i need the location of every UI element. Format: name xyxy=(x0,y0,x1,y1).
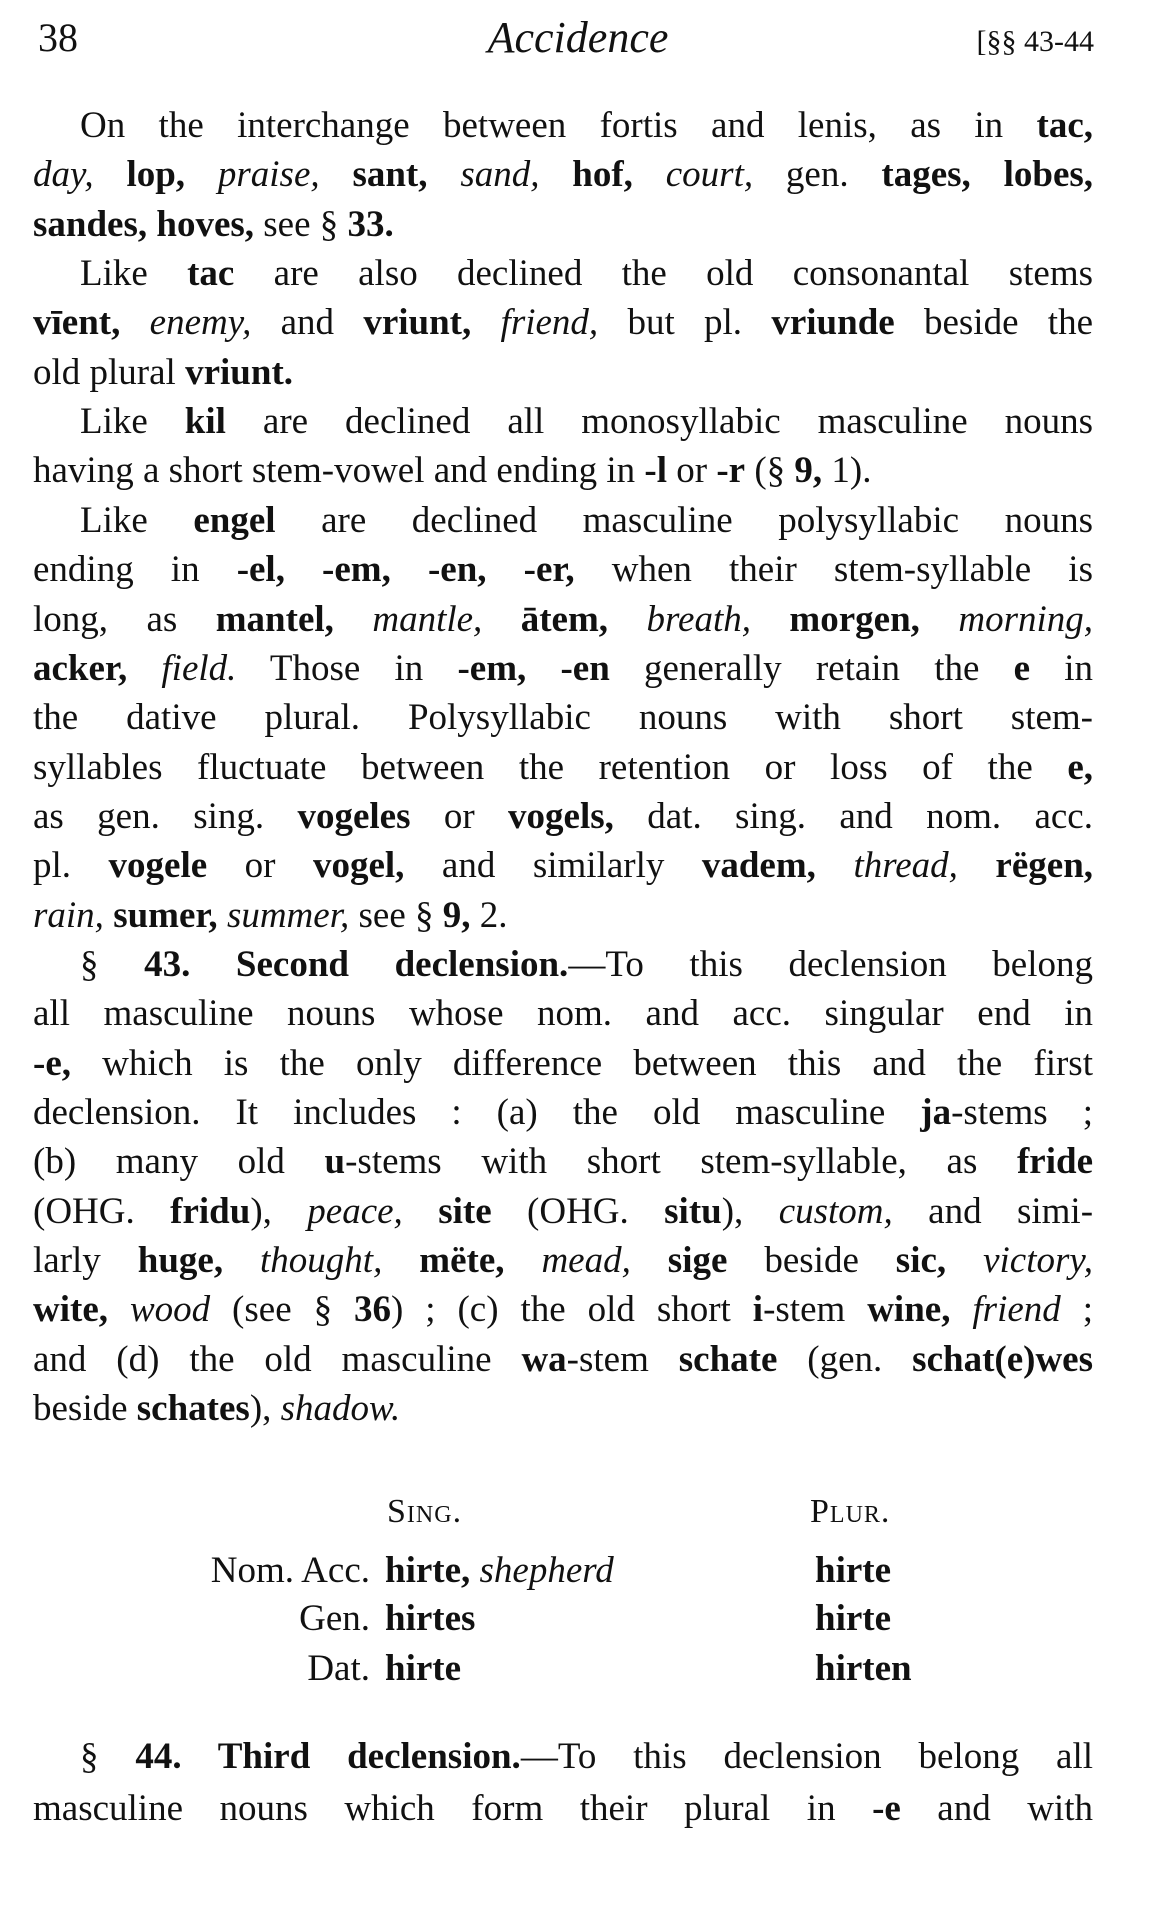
bold-term: sandes, hoves, xyxy=(33,203,255,245)
bold-term: kil xyxy=(184,401,226,443)
italic-gloss: friend, xyxy=(500,302,599,344)
text-run: ending in xyxy=(33,549,237,591)
text-run: but pl. xyxy=(598,302,772,344)
text-run: ), xyxy=(721,1190,779,1232)
text-line xyxy=(80,104,1093,148)
text-run: 1). xyxy=(822,450,872,492)
text-line xyxy=(33,351,1093,395)
text-run xyxy=(185,154,218,195)
bold-term: 44. Third declension. xyxy=(135,1736,521,1777)
text-run: the dative plural. Polysyllabic nouns with short stem- xyxy=(33,697,1093,739)
bold-term: vogel, xyxy=(312,845,405,887)
italic-gloss: morning, xyxy=(958,598,1094,640)
text-run: -stem xyxy=(566,1338,679,1380)
bold-term: sumer, xyxy=(113,894,218,936)
text-line xyxy=(33,449,1093,493)
text-line xyxy=(33,844,1093,888)
text-run: and (d) the old masculine xyxy=(33,1338,522,1380)
text-run xyxy=(633,154,666,195)
bold-term: engel xyxy=(193,499,276,541)
text-run xyxy=(471,302,500,343)
bold-term: vogels, xyxy=(508,795,614,837)
text-run: and similarly xyxy=(404,845,702,887)
text-run: when their stem-syllable is xyxy=(574,549,1093,591)
running-title: Accidence xyxy=(487,13,669,62)
text-run: pl. xyxy=(33,845,109,887)
italic-gloss: mantle, xyxy=(372,598,483,640)
italic-gloss: custom, xyxy=(778,1190,893,1232)
text-run xyxy=(751,599,789,640)
text-line xyxy=(33,548,1093,592)
text-run: ), xyxy=(250,1190,308,1232)
text-line xyxy=(80,252,1093,296)
text-run xyxy=(631,1240,668,1281)
text-run: ) ; (c) the old short xyxy=(391,1289,753,1331)
text-run: which is the only difference between this and the first xyxy=(71,1042,1093,1084)
header-singular: Sing. xyxy=(387,1493,463,1530)
singular-form xyxy=(385,1549,614,1593)
section-range: [§§ 43-44 xyxy=(976,25,1094,58)
bold-term: e, xyxy=(1067,746,1093,788)
text-run: Like xyxy=(80,253,188,295)
bold-term: acker, xyxy=(33,647,128,689)
text-run: or xyxy=(410,795,509,837)
bold-term: vriunde xyxy=(771,302,895,344)
gloss: shepherd xyxy=(479,1550,614,1591)
text-run: long, as xyxy=(33,598,216,640)
text-line xyxy=(33,992,1093,1036)
text-run: —To this declension belong all xyxy=(520,1736,1094,1777)
text-run: (b) many old xyxy=(33,1141,325,1183)
bold-term: vadem, xyxy=(701,845,816,887)
text-run xyxy=(920,599,958,640)
bold-term: lop, xyxy=(126,154,186,196)
text-line xyxy=(80,499,1093,543)
italic-gloss: rain, xyxy=(33,894,104,936)
plural-form: hirte xyxy=(815,1598,892,1639)
bold-term: vriunt. xyxy=(185,351,294,393)
text-run xyxy=(608,599,646,640)
text-run: ; xyxy=(1060,1289,1093,1331)
bold-term: -e, xyxy=(33,1042,71,1084)
text-run xyxy=(94,154,127,195)
bold-term: wine, xyxy=(867,1289,951,1331)
text-line xyxy=(33,894,1093,938)
case-label: Nom. Acc. xyxy=(210,1550,370,1591)
bold-term: -e xyxy=(872,1788,901,1829)
text-run xyxy=(104,895,113,936)
bold-term: schat(e)wes xyxy=(912,1338,1093,1380)
text-run: masculine nouns which form their plural in xyxy=(33,1788,873,1829)
text-run: § xyxy=(80,943,145,985)
text-line xyxy=(33,1091,1093,1135)
text-run: On the interchange between fortis and lenis, as in xyxy=(80,105,1037,146)
bold-term: mantel, xyxy=(215,598,334,640)
bold-term: fride xyxy=(1016,1141,1093,1183)
plural-form: hirten xyxy=(815,1648,912,1689)
bold-term: morgen, xyxy=(789,598,920,640)
case-label: Gen. xyxy=(299,1598,370,1639)
italic-gloss: summer, xyxy=(226,894,350,936)
text-run xyxy=(539,154,572,195)
bold-term: 9, xyxy=(442,894,471,936)
bold-term: tac, xyxy=(1036,105,1093,146)
italic-gloss: day, xyxy=(33,154,94,196)
text-run: (OHG. xyxy=(491,1190,665,1232)
text-run: and simi- xyxy=(892,1190,1094,1232)
bold-term: -el, -em, -en, -er, xyxy=(236,549,575,591)
italic-gloss: field. xyxy=(161,647,237,689)
bold-term: hof, xyxy=(572,154,633,196)
text-line xyxy=(33,1338,1093,1382)
text-run: (gen. xyxy=(777,1338,913,1380)
text-run: all masculine nouns whose nom. and acc. singular end in xyxy=(33,993,1093,1035)
text-run: as gen. sing. xyxy=(33,795,298,837)
text-run: -stems ; xyxy=(951,1092,1093,1133)
bold-term: vriunt, xyxy=(363,302,472,344)
bold-term: 33. xyxy=(347,203,394,245)
text-run xyxy=(320,154,353,195)
text-run xyxy=(816,845,854,886)
bold-term: tages, lobes, xyxy=(881,154,1094,196)
text-line xyxy=(33,203,1093,247)
bold-term: fridu xyxy=(170,1190,251,1232)
text-run: 2. xyxy=(470,894,508,936)
text-run: -stem xyxy=(763,1289,868,1331)
text-run: Like xyxy=(80,401,185,443)
text-line xyxy=(33,795,1093,839)
text-run: are declined all monosyllabic masculine nouns xyxy=(225,401,1093,443)
text-run xyxy=(334,599,372,640)
text-line xyxy=(80,1735,1093,1779)
bold-term: huge, xyxy=(137,1240,224,1282)
italic-gloss: sand, xyxy=(460,154,540,196)
text-line xyxy=(33,153,1093,197)
singular-form: hirtes xyxy=(385,1598,476,1639)
bold-term: -em, -en xyxy=(457,647,610,689)
bold-term: i xyxy=(752,1289,764,1331)
text-line xyxy=(33,1042,1093,1086)
text-run: generally retain the xyxy=(609,647,1014,689)
bold-term: wite, xyxy=(33,1289,108,1331)
bold-term: mëte, xyxy=(419,1240,505,1282)
bold-term: ja xyxy=(920,1092,952,1133)
italic-gloss: enemy, xyxy=(149,302,252,344)
bold-term: sic, xyxy=(895,1240,947,1282)
italic-gloss: wood xyxy=(129,1289,211,1331)
header-plural: Plur. xyxy=(810,1493,891,1530)
text-run: and xyxy=(251,302,364,344)
italic-gloss: thread, xyxy=(853,845,958,887)
text-run: are also declined the old consonantal stems xyxy=(234,253,1093,295)
bold-term: tac xyxy=(187,253,235,295)
text-run: or xyxy=(207,845,313,887)
text-run: syllables fluctuate between the retention or loss of the xyxy=(33,746,1068,788)
text-run: gen. xyxy=(753,154,882,196)
bold-term: rëgen, xyxy=(995,845,1094,887)
text-line xyxy=(33,598,1093,642)
text-line xyxy=(33,1190,1093,1234)
bold-term: situ xyxy=(664,1190,722,1232)
italic-gloss: shadow. xyxy=(280,1388,401,1430)
plural-form: hirte xyxy=(815,1550,892,1591)
text-run: (see § xyxy=(210,1289,354,1331)
bold-term: 36 xyxy=(354,1289,391,1331)
singular-word: hirte, xyxy=(385,1550,471,1591)
text-line xyxy=(33,746,1093,790)
text-run: see § xyxy=(349,894,443,936)
text-run: old plural xyxy=(33,351,186,393)
text-run: —To this declension belong xyxy=(568,943,1093,985)
italic-gloss: victory, xyxy=(983,1240,1094,1282)
text-run: beside the xyxy=(894,302,1093,344)
bold-term: sant, xyxy=(352,154,428,196)
bold-term: sige xyxy=(667,1240,728,1282)
italic-gloss: peace, xyxy=(307,1190,403,1232)
bold-term: u xyxy=(324,1141,346,1183)
text-run: (OHG. xyxy=(33,1190,171,1232)
text-run xyxy=(482,599,520,640)
text-run xyxy=(108,1289,130,1330)
text-run: Those in xyxy=(236,647,458,689)
bold-term: wa xyxy=(521,1338,567,1380)
bold-term: site xyxy=(438,1190,492,1232)
text-line xyxy=(80,400,1093,444)
page-number: 38 xyxy=(38,15,78,60)
bold-term: vīent, xyxy=(33,302,121,344)
text-line xyxy=(33,1787,1093,1831)
text-run: (§ xyxy=(745,450,795,492)
italic-gloss: friend xyxy=(972,1289,1061,1331)
italic-gloss: praise, xyxy=(217,154,320,196)
text-run xyxy=(218,895,227,936)
text-line xyxy=(33,1288,1093,1332)
text-run: are declined masculine polysyllabic nouns xyxy=(275,499,1093,541)
text-run xyxy=(505,1240,542,1281)
text-line xyxy=(80,943,1093,987)
bold-term: -r xyxy=(716,450,746,492)
text-run xyxy=(428,154,461,195)
text-run: beside xyxy=(33,1388,137,1430)
italic-gloss: court, xyxy=(665,154,754,196)
bold-term: vogeles xyxy=(297,795,411,837)
text-run: or xyxy=(667,450,717,492)
bold-term: vogele xyxy=(108,845,208,887)
text-run xyxy=(120,302,149,343)
text-line xyxy=(33,1140,1093,1184)
bold-term: schates xyxy=(136,1388,250,1430)
bold-term: -l xyxy=(644,450,668,492)
text-run xyxy=(127,648,161,689)
text-run: see § xyxy=(254,203,348,245)
text-run: larly xyxy=(33,1240,138,1282)
bold-term: 43. Second declension. xyxy=(144,943,569,985)
text-run: -stems with short stem-syllable, as xyxy=(345,1141,1017,1183)
italic-gloss: thought, xyxy=(260,1240,383,1282)
bold-term: ātem, xyxy=(520,598,609,640)
singular-form: hirte xyxy=(385,1648,462,1689)
bold-term: e xyxy=(1013,647,1031,689)
text-run xyxy=(958,845,996,886)
italic-gloss: mead, xyxy=(541,1240,631,1282)
text-run xyxy=(403,1191,438,1232)
text-run xyxy=(223,1240,260,1281)
text-run: § xyxy=(80,1736,136,1777)
text-line xyxy=(33,1387,1093,1431)
text-line xyxy=(33,696,1093,740)
text-line xyxy=(33,301,1093,345)
text-run: declension. It includes : (a) the old masculine xyxy=(33,1092,921,1133)
running-head xyxy=(0,0,1156,80)
bold-term: schate xyxy=(678,1338,778,1380)
text-run: in xyxy=(1030,647,1094,689)
text-run: ), xyxy=(249,1388,281,1430)
italic-gloss: breath, xyxy=(646,598,751,640)
text-run xyxy=(950,1289,972,1330)
text-run xyxy=(382,1240,419,1281)
bold-term: 9, xyxy=(794,450,823,492)
text-run: dat. sing. and nom. acc. xyxy=(613,795,1093,837)
text-line xyxy=(33,1239,1093,1283)
text-run: having a short stem-vowel and ending in xyxy=(33,450,645,492)
text-run: and with xyxy=(900,1788,1093,1829)
text-line xyxy=(33,647,1093,691)
text-run: beside xyxy=(727,1240,896,1282)
case-label: Dat. xyxy=(307,1648,370,1689)
text-run: Like xyxy=(80,499,194,541)
text-run xyxy=(946,1240,983,1281)
